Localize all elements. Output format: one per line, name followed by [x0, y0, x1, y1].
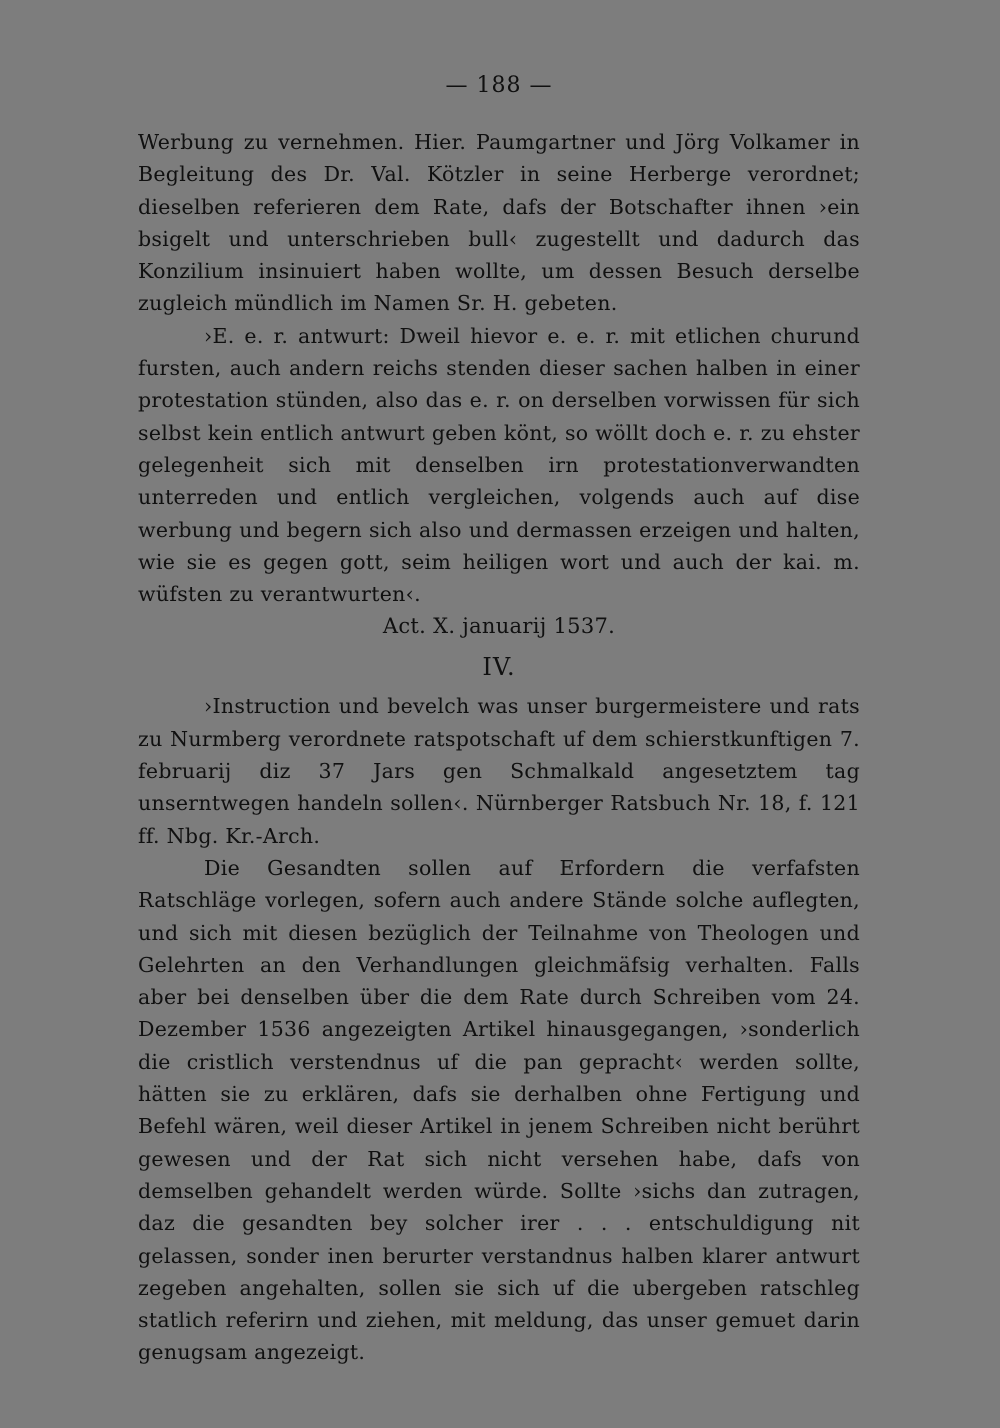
document-page [138, 72, 860, 1369]
paragraph-gesandten: Die Gesandten sollen auf Erfordern die verfafsten Ratschläge vorlegen, sofern auch andere Stände solche auflegten, und sich mit diesen bezüglich der Teilnahme von Theologen und Gelehrten an den Verhandlungen gleichmäfsig verhalten. Falls aber bei denselben über die dem Rate durch Schreiben vom 24. Dezember 1536 angezeigten Artikel hinausgegangen, ›sonderlich die cristlich verstendnus uf die pan gepracht‹ werden sollte, hätten sie zu erklären, dafs sie derhalben ohne Fertigung und Befehl wären, weil dieser Artikel in jenem Schreiben nicht berührt gewesen und der Rat sich nicht versehen habe, dafs von demselben gehandelt werden würde. Sollte ›sichs dan zutragen, daz die gesandten bey solcher irer . . . entschuldigung nit gelassen, sonder inen berurter verstandnus halben klarer antwurt zegeben angehalten, sollen sie sich uf die ubergeben ratschleg statlich referirn und ziehen, mit meldung, das unser gemuet darin genugsam angezeigt. [138, 855, 860, 1365]
page-number: — 188 — [445, 73, 553, 98]
act-date-line: Act. X. januarij 1537. [382, 614, 616, 639]
paragraph-antwurt: ›E. e. r. antwurt: Dweil hievor e. e. r. mit etlichen churund fursten, auch andern reichs stenden dieser sachen halben in einer protestation stünden, also das e. r. on derselben vorwissen für sich selbst kein entlich antwurt geben könt, so wöllt doch e. r. zu ehster gelegenheit sich mit denselben irn protestationverwandten unterreden und entlich vergleichen, volgends auch auf dise werbung und begern sich also und dermassen erzeigen und halten, wie sie es gegen gott, seim heiligen wort und auch der kai. m. wüfsten zu verantwurten‹. [138, 323, 860, 607]
paragraph-instruction: ›Instruction und bevelch was unser burgermeistere und rats zu Nurmberg verordnete ratspotschaft uf dem schierstkunftigen 7. februarij diz 37 Jars gen Schmalkald angesetztem tag unserntwegen handeln sollen‹. Nürnberger Ratsbuch Nr. 18, f. 121 ff. Nbg. Kr.-Arch. [138, 694, 860, 848]
section-heading-iv: IV. [482, 653, 516, 682]
paragraph-werbung: Werbung zu vernehmen. Hier. Paumgartner und Jörg Volkamer in Begleitung des Dr. Val. Kötzler in seine Herberge verordnet; dieselben referieren dem Rate, dafs der Botschafter ihnen ›ein bsigelt und unterschrieben bull‹ zugestellt und dadurch das Konzilium insinuiert haben wollte, um dessen Besuch derselbe zugleich mündlich im Namen Sr. H. gebeten. [138, 130, 860, 316]
